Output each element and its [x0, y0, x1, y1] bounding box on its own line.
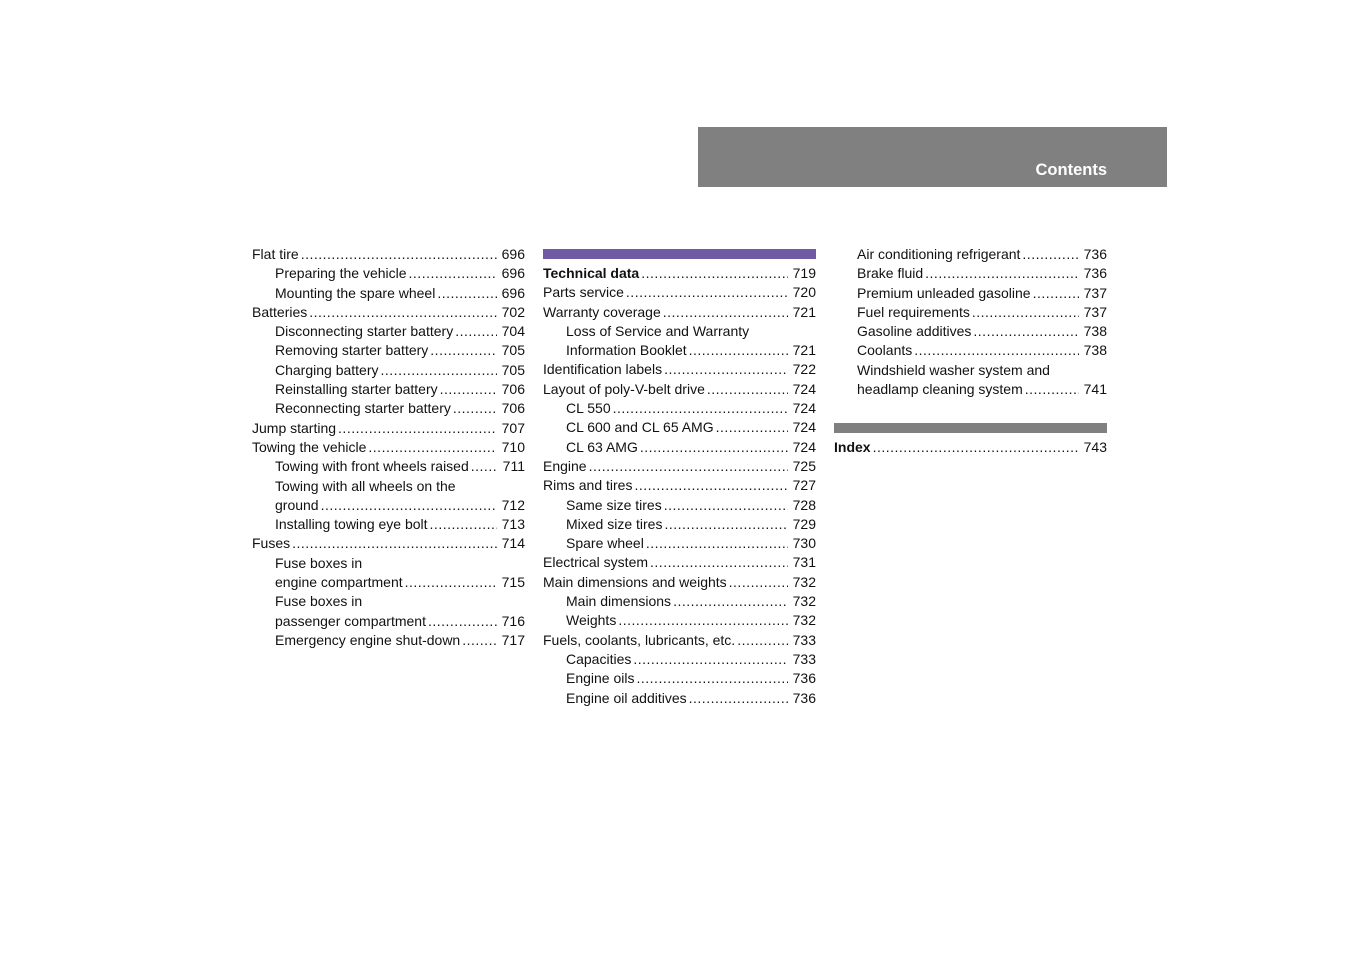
toc-entry-title: CL 550	[566, 400, 611, 417]
header-bar	[698, 127, 1167, 187]
toc-entry-title: Identification labels	[543, 361, 663, 378]
toc-entry-page: 721	[792, 303, 816, 320]
toc-entry-title: Weights	[566, 612, 617, 629]
toc-entry-title: Reconnecting starter battery	[275, 400, 451, 417]
toc-entry-same-size-tires[interactable]	[543, 496, 816, 515]
toc-entry-page: 715	[501, 574, 525, 591]
toc-entry-belt-drive[interactable]	[543, 380, 816, 399]
toc-entry-title-line1: Windshield washer system and	[857, 361, 1050, 378]
toc-entry-page: 711	[502, 458, 525, 475]
toc-entry-page: 704	[501, 323, 525, 340]
toc-entry-parts-service[interactable]	[543, 283, 816, 302]
toc-entry-title: Gasoline additives	[857, 323, 972, 340]
toc-entry-page: 705	[501, 342, 525, 359]
toc-entry-page: 714	[501, 535, 525, 552]
toc-entry-page: 716	[501, 612, 525, 629]
toc-entry-page: 724	[792, 380, 816, 397]
toc-entry-main-dimensions[interactable]	[543, 592, 816, 611]
toc-entry-page: 730	[792, 535, 816, 552]
toc-entry-fuse-engine[interactable]	[252, 554, 525, 593]
toc-entry-page: 696	[501, 284, 525, 301]
toc-entry-page: 712	[501, 496, 525, 513]
toc-entry-title: Jump starting	[252, 419, 337, 436]
toc-entry-premium-gasoline[interactable]	[834, 284, 1107, 303]
toc-entry-title: Spare wheel	[566, 535, 644, 552]
toc-entry-title-line1: Towing with all wheels on the	[275, 477, 456, 494]
toc-entry-title: passenger compartment	[275, 612, 426, 629]
toc-entry-rims-tires[interactable]	[543, 476, 816, 495]
toc-entry-cl63[interactable]	[543, 438, 816, 457]
toc-entry-title: Mixed size tires	[566, 515, 663, 532]
toc-entry-title: CL 63 AMG	[566, 438, 638, 455]
toc-entry-title-line1: Fuse boxes in	[275, 554, 363, 571]
toc-entry-page: 705	[501, 361, 525, 378]
page-title: Contents	[1035, 161, 1107, 179]
toc-entry-page: 724	[792, 419, 816, 436]
toc-entry-spare-wheel[interactable]	[543, 534, 816, 553]
toc-entry-title: Removing starter battery	[275, 342, 429, 359]
toc-entry-identification-labels[interactable]	[543, 360, 816, 379]
toc-entry-title: Rims and tires	[543, 477, 633, 494]
toc-entry-towing-eye-bolt[interactable]	[252, 515, 525, 534]
toc-entry-title: Engine oil additives	[566, 689, 687, 706]
toc-entry-title: Preparing the vehicle	[275, 265, 407, 282]
toc-entry-fuse-passenger[interactable]	[252, 592, 525, 631]
toc-entry-title: Installing towing eye bolt	[275, 516, 428, 533]
toc-entry-washer-system[interactable]	[834, 361, 1107, 400]
toc-entry-page: 733	[792, 631, 816, 648]
toc-entry-page: 706	[501, 400, 525, 417]
toc-entry-towing-vehicle[interactable]	[252, 438, 525, 457]
toc-entry-charging-battery[interactable]	[252, 361, 525, 380]
toc-entry-disconnecting-battery[interactable]	[252, 322, 525, 341]
toc-entry-title: Flat tire	[252, 246, 299, 262]
toc-entry-page: 724	[792, 400, 816, 417]
toc-entry-index[interactable]	[834, 438, 1107, 457]
toc-entry-mixed-size-tires[interactable]	[543, 515, 816, 534]
toc-entry-page: 741	[1083, 381, 1107, 398]
toc-entry-page: 736	[1083, 246, 1107, 262]
toc-entry-loss-of-booklet[interactable]	[543, 322, 816, 361]
toc-entry-page: 738	[1083, 342, 1107, 359]
toc-entry-page: 717	[501, 631, 525, 648]
toc-entry-title: Reinstalling starter battery	[275, 381, 438, 398]
toc-column-3	[834, 245, 1107, 458]
section-bar-technical-data	[543, 249, 816, 259]
toc-entry-ac-refrigerant[interactable]	[834, 245, 1107, 264]
toc-entry-title: Fuses	[252, 535, 291, 552]
toc-entry-title: Main dimensions	[566, 593, 672, 610]
toc-entry-gasoline-additives[interactable]	[834, 322, 1107, 341]
toc-entry-title: Information Booklet	[566, 342, 687, 359]
toc-entry-weights[interactable]	[543, 611, 816, 630]
toc-entry-fuses[interactable]	[252, 534, 525, 553]
toc-entry-page: 731	[792, 554, 816, 571]
toc-entry-page: 729	[792, 515, 816, 532]
toc-entry-electrical-system[interactable]	[543, 553, 816, 572]
toc-entry-reinstalling-battery[interactable]	[252, 380, 525, 399]
toc-entry-title: Fuel requirements	[857, 303, 970, 320]
toc-entry-title: Emergency engine shut-down	[275, 631, 461, 648]
toc-entry-fuel-requirements[interactable]	[834, 303, 1107, 322]
toc-entry-page: 732	[792, 593, 816, 610]
toc-entry-towing-all-wheels[interactable]	[252, 477, 525, 516]
toc-entry-page: 736	[1083, 265, 1107, 282]
toc-entry-cl600-cl65[interactable]	[543, 418, 816, 437]
toc-entry-page: 727	[792, 477, 816, 494]
toc-entry-preparing-vehicle[interactable]	[252, 264, 525, 283]
toc-entry-page: 738	[1083, 323, 1107, 340]
toc-entry-title: ground	[275, 496, 319, 513]
toc-entry-page: 719	[792, 265, 816, 281]
toc-entry-technical-data[interactable]	[543, 264, 816, 283]
toc-entry-page: 743	[1083, 439, 1107, 456]
toc-entry-page: 736	[792, 670, 816, 687]
toc-entry-title: Engine	[543, 457, 587, 474]
toc-entry-jump-starting[interactable]	[252, 419, 525, 438]
toc-entry-page: 728	[792, 496, 816, 513]
toc-entry-page: 720	[792, 284, 816, 301]
toc-entry-title: Disconnecting starter battery	[275, 323, 454, 340]
toc-entry-title: Layout of poly-V-belt drive	[543, 380, 705, 397]
toc-entry-title: Engine oils	[566, 670, 635, 687]
toc-entry-title: Coolants	[857, 342, 913, 359]
toc-entry-page: 725	[792, 457, 816, 474]
toc-entry-title: engine compartment	[275, 574, 403, 591]
toc-entry-title: Electrical system	[543, 554, 649, 571]
toc-entry-title-line1: Loss of Service and Warranty	[566, 322, 750, 339]
toc-entry-title: Parts service	[543, 284, 624, 301]
toc-entry-dimensions-weights[interactable]	[543, 573, 816, 592]
toc-entry-fuels-coolants[interactable]	[543, 631, 816, 650]
toc-entry-title: Charging battery	[275, 361, 379, 378]
toc-entry-title: Capacities	[566, 650, 632, 667]
toc-entry-title: Main dimensions and weights	[543, 573, 727, 590]
toc-entry-title: Batteries	[252, 303, 308, 320]
toc-entry-oil-additives[interactable]	[543, 689, 816, 708]
toc-entry-warranty[interactable]	[543, 303, 816, 322]
toc-entry-page: 732	[792, 612, 816, 629]
toc-entry-brake-fluid[interactable]	[834, 264, 1107, 283]
toc-entry-title: Warranty coverage	[543, 303, 661, 320]
toc-entry-page: 710	[501, 438, 525, 455]
toc-entry-engine[interactable]	[543, 457, 816, 476]
toc-entry-title: headlamp cleaning system	[857, 381, 1023, 398]
toc-entry-page: 706	[501, 381, 525, 398]
toc-entry-page: 737	[1083, 284, 1107, 301]
toc-entry-removing-battery[interactable]	[252, 341, 525, 360]
toc-entry-title: Mounting the spare wheel	[275, 284, 436, 301]
toc-entry-cl550[interactable]	[543, 399, 816, 418]
toc-entry-mounting-spare[interactable]	[252, 284, 525, 303]
toc-entry-page: 702	[501, 303, 525, 320]
toc-entry-coolants[interactable]	[834, 341, 1107, 360]
toc-entry-page: 724	[792, 438, 816, 455]
toc-entry-title: Same size tires	[566, 496, 662, 513]
toc-entry-reconnecting-battery[interactable]	[252, 399, 525, 418]
toc-entry-title: Technical data	[543, 265, 640, 281]
toc-entry-title: Towing with front wheels raised	[275, 458, 469, 475]
toc-entry-page: 736	[792, 689, 816, 706]
toc-entry-page: 722	[792, 361, 816, 378]
toc-entry-emergency-shutdown[interactable]	[252, 631, 525, 650]
toc-column-1	[252, 245, 525, 650]
toc-entry-page: 721	[792, 342, 816, 359]
toc-entry-title-line1: Fuse boxes in	[275, 593, 363, 610]
toc-entry-title: Fuels, coolants, lubricants, etc.	[543, 631, 736, 648]
toc-entry-page: 732	[792, 573, 816, 590]
toc-entry-towing-front-raised[interactable]	[252, 457, 525, 476]
toc-entry-title: Premium unleaded gasoline	[857, 284, 1031, 301]
toc-entry-page: 696	[501, 265, 525, 282]
section-bar-index	[834, 423, 1107, 433]
toc-entry-page: 707	[501, 419, 525, 436]
toc-entry-title: Brake fluid	[857, 265, 924, 282]
toc-entry-page: 713	[501, 516, 525, 533]
toc-entry-title: CL 600 and CL 65 AMG	[566, 419, 714, 436]
toc-entry-engine-oils[interactable]	[543, 669, 816, 688]
toc-entry-page: 733	[792, 650, 816, 667]
toc-entry-page: 696	[501, 246, 525, 262]
toc-entry-title: Air conditioning refrigerant	[857, 246, 1021, 262]
toc-entry-capacities[interactable]	[543, 650, 816, 669]
toc-entry-batteries[interactable]	[252, 303, 525, 322]
toc-entry-page: 737	[1083, 303, 1107, 320]
toc-entry-flat-tire[interactable]	[252, 245, 525, 264]
toc-entry-title: Towing the vehicle	[252, 438, 367, 455]
toc-column-2	[543, 245, 816, 708]
toc-entry-title: Index	[834, 439, 871, 456]
